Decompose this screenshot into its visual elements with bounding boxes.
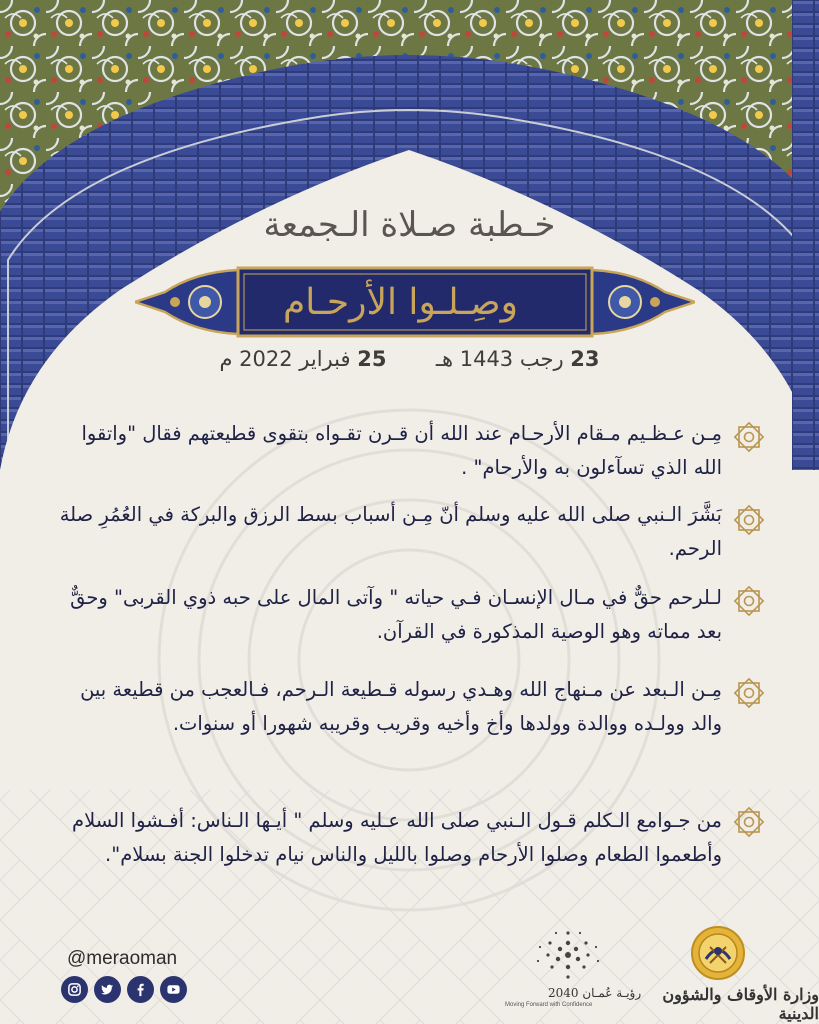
twitter-icon [100, 982, 115, 997]
youtube-icon [166, 982, 181, 997]
hijri-month-year: رجب 1443 هـ [435, 347, 564, 371]
social-handle[interactable]: @meraoman [67, 948, 178, 969]
paragraph-1-line-1: مِـن عـظـيم مـقام الأرحـام عند الله أن قـرن تقـواه بتقوى قطيعتهم فقال "واتقوا [81, 422, 722, 445]
paragraph-4-line-2: والد وولـده ووالدة وولدها وأخ وأخيه وقريب وقريبه شهورا أو سنوات. [172, 712, 722, 735]
star-ornament-icon [732, 805, 766, 839]
sermon-label: خـطبة صـلاة الـجمعة [263, 205, 556, 245]
facebook-button[interactable] [127, 976, 154, 1003]
star-ornament-icon [732, 420, 766, 454]
star-ornament-icon [732, 676, 766, 710]
paragraph-5 [40, 804, 722, 872]
paragraph-3 [40, 581, 722, 649]
oman-vision-2040-logo [528, 925, 608, 985]
ministry-emblem-icon [690, 925, 746, 981]
sermon-date [0, 347, 819, 371]
paragraph-1-line-2: الله الذي تسآءلون به والأرحام" . [461, 456, 722, 479]
vision-logo-subtitle: Moving Forward with Confidence [505, 1002, 593, 1008]
paragraph-3-line-2: بعد مماته وهو الوصية المذكورة في القرآن. [376, 620, 722, 643]
paragraph-4 [30, 673, 722, 741]
instagram-icon [67, 982, 82, 997]
paragraph-3-line-1: لـلرحم حقٌّ في مـال الإنسـان فـي حياته " وآتى المال على حبه ذوي القربى" وحقٌّ [70, 586, 722, 609]
vision-logo-text: رؤيـة عُمـان 2040 [548, 986, 642, 1000]
youtube-button[interactable] [160, 976, 187, 1003]
paragraph-2-line-2: الرحم. [668, 537, 722, 560]
paragraph-5-line-2: وأطعموا الطعام وصلوا الأرحام وصلوا بالليل والناس نيام تدخلوا الجنة بسلام". [105, 843, 722, 866]
sermon-title: وصِـلـوا الأرحـام [283, 281, 518, 323]
ministry-name: وزارة الأوقاف والشؤون الدينية [662, 985, 819, 1023]
star-ornament-icon [732, 503, 766, 537]
instagram-button[interactable] [61, 976, 88, 1003]
paragraph-4-line-1: مِـن الـبعد عن مـنهاج الله وهـدي رسوله قـطيعة الـرحم، فـالعجب من قطيعة بين [80, 678, 722, 701]
facebook-icon [133, 982, 148, 997]
paragraph-5-line-1: من جـوامع الـكلم قـول الـنبي صلى الله عـليه وسلم " أيـها الـناس: أفـشوا السلام [72, 809, 722, 832]
paragraph-1 [40, 417, 722, 485]
star-ornament-icon [732, 584, 766, 618]
hijri-day: 23 [570, 347, 600, 371]
twitter-button[interactable] [94, 976, 121, 1003]
paragraph-2 [40, 498, 722, 566]
gregorian-month-year: فبراير 2022 م [219, 347, 351, 371]
gregorian-day: 25 [357, 347, 387, 371]
paragraph-2-line-1: بَشَّرَ الـنبي صلى الله عليه وسلم أنّ مِـن أسباب بسط الرزق والبركة في العُمُرِ صلة [59, 503, 722, 526]
